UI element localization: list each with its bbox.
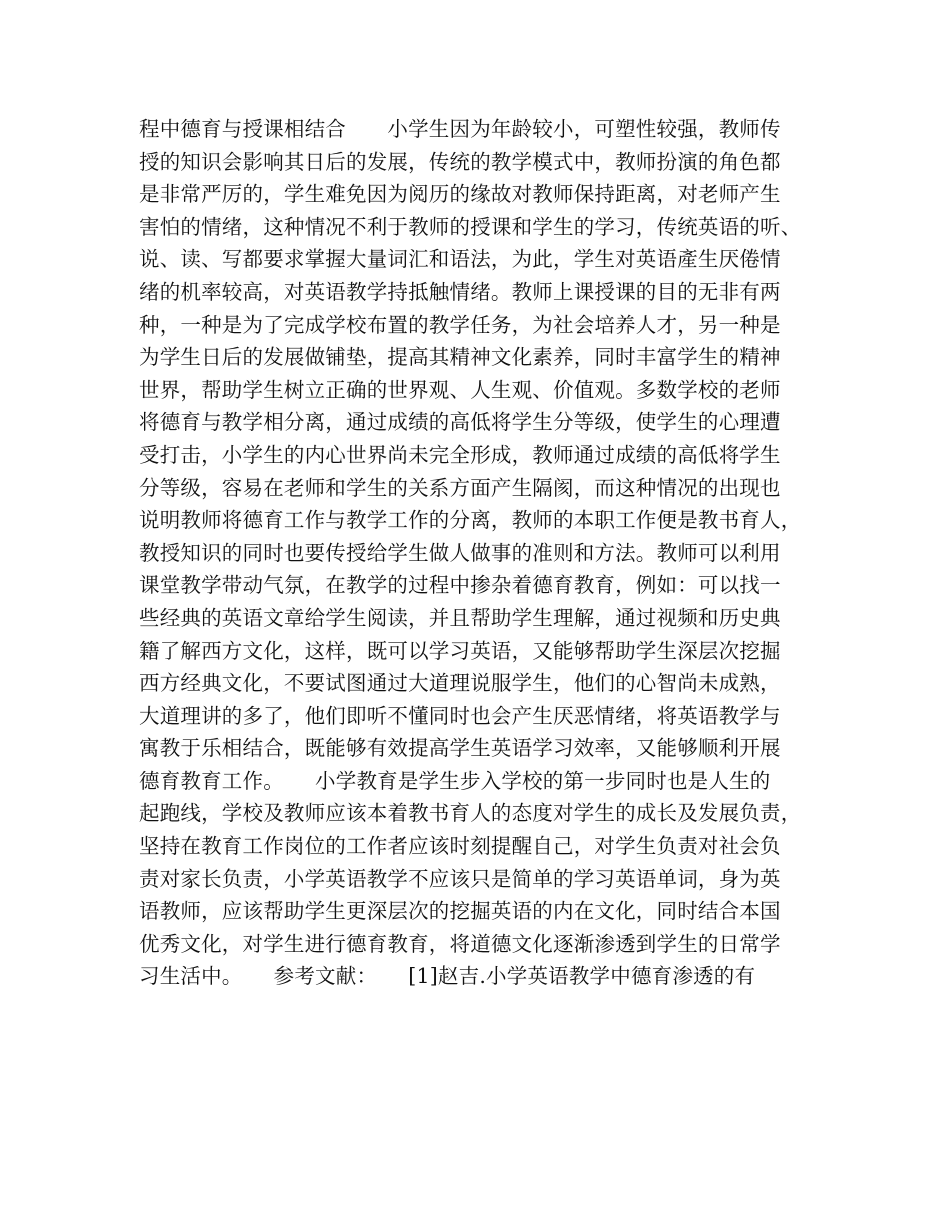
text-line: 种，一种是为了完成学校布置的教学任务，为社会培养人才，另一种是 (139, 312, 781, 337)
text-line: 分等级，容易在老师和学生的关系方面产生隔阂，而这种情况的出现也 (139, 475, 781, 500)
text-line: 教授知识的同时也要传授给学生做人做事的准则和方法。教师可以利用 (139, 540, 781, 565)
text-line: 习生活中。 参考文献： [1]赵吉.小学英语教学中德育渗透的有 (139, 964, 756, 989)
text-line: 程中德育与授课相结合 小学生因为年龄较小，可塑性较强，教师传 (139, 117, 781, 141)
text-line: 世界，帮助学生树立正确的世界观、人生观、价值观。多数学校的老师 (139, 377, 781, 402)
text-line: 害怕的情绪，这种情况不利于教师的授课和学生的学习，传统英语的听、 (139, 214, 802, 239)
text-line: 课堂教学带动气氛，在教学的过程中掺杂着德育教育，例如：可以找一 (139, 573, 781, 598)
text-line: 西方经典文化，不要试图通过大道理说服学生，他们的心智尚未成熟， (139, 671, 781, 696)
text-line: 是非常严厉的，学生难免因为阅历的缘故对教师保持距离，对老师产生 (139, 182, 781, 207)
text-line: 起跑线，学校及教师应该本着教书育人的态度对学生的成长及发展负责， (139, 801, 802, 826)
text-line: 些经典的英语文章给学生阅读，并且帮助学生理解，通过视频和历史典 (139, 605, 781, 630)
text-line: 将德育与教学相分离，通过成绩的高低将学生分等级，使学生的心理遭 (139, 410, 781, 435)
text-line: 责对家长负责，小学英语教学不应该只是简单的学习英语单词，身为英 (139, 866, 781, 891)
text-line: 大道理讲的多了，他们即听不懂同时也会产生厌恶情绪，将英语教学与 (139, 703, 781, 728)
text-line: 坚持在教育工作岗位的工作者应该时刻提醒自己，对学生负责对社会负 (139, 834, 781, 859)
text-line: 说明教师将德育工作与教学工作的分离，教师的本职工作便是教书育人， (139, 508, 802, 533)
text-line: 德育教育工作。 小学教育是学生步入学校的第一步同时也是人生的 (139, 768, 771, 793)
text-line: 授的知识会影响其日后的发展，传统的教学模式中，教师扮演的角色都 (139, 149, 781, 174)
text-line: 受打击，小学生的内心世界尚未完全形成，教师通过成绩的高低将学生 (139, 442, 781, 467)
text-line: 为学生日后的发展做铺垫，提高其精神文化素养，同时丰富学生的精神 (139, 345, 781, 370)
body-text (139, 113, 819, 993)
text-line: 语教师，应该帮助学生更深层次的挖掘英语的内在文化，同时结合本国 (139, 899, 781, 924)
text-line: 寓教于乐相结合，既能够有效提高学生英语学习效率，又能够顺利开展 (139, 736, 781, 761)
text-line: 籍了解西方文化，这样，既可以学习英语，又能够帮助学生深层次挖掘 (139, 638, 781, 663)
text-line: 优秀文化，对学生进行德育教育，将道德文化逐渐渗透到学生的日常学 (139, 931, 781, 956)
text-line: 说、读、写都要求掌握大量词汇和语法，为此，学生对英语產生厌倦情 (139, 247, 781, 272)
text-line: 绪的机率较高，对英语教学持抵触情绪。教师上课授课的目的无非有两 (139, 279, 781, 304)
